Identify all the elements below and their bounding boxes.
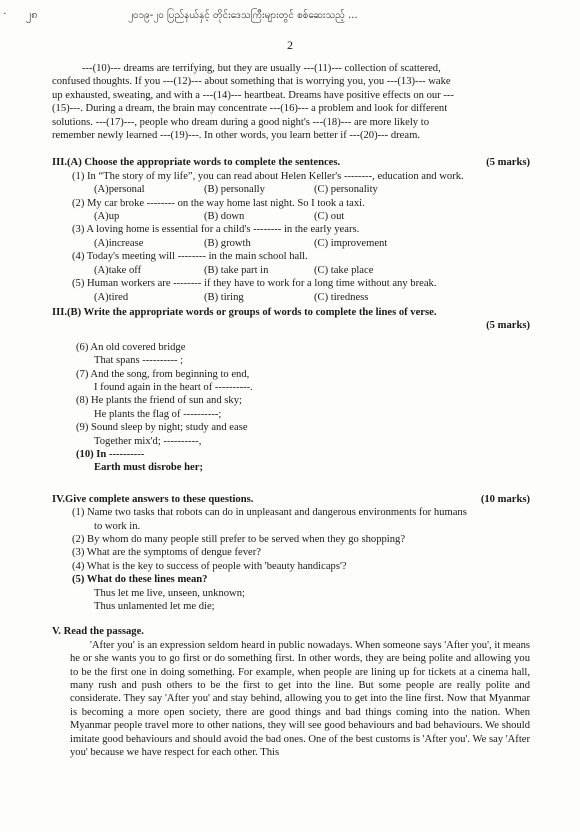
passage-line: ---(10)--- dreams are terrifying, but they are usually ---(11)--- collection of scattered, <box>82 63 441 74</box>
question-line: to work in. <box>94 520 141 532</box>
mcq-question: (4) Today's meeting will -------- in the main school hall. <box>72 251 308 263</box>
verse-line: (9) Sound sleep by night; study and ease <box>76 422 248 434</box>
option-a: (A)tired <box>94 291 129 303</box>
verse-line-blank: Together mix'd; ----------, <box>94 435 202 447</box>
option-b: (B) tiring <box>204 291 244 303</box>
option-c: (C) tiredness <box>314 291 369 303</box>
option-a: (A)personal <box>94 184 145 196</box>
verse-item <box>52 394 530 421</box>
verse-item <box>52 421 530 448</box>
section-marks: (10 marks) <box>480 493 530 505</box>
bullet-mark: · <box>3 8 7 20</box>
option-b: (B) growth <box>204 237 251 249</box>
passage-line: solutions. ---(17)---, people who dream during a good night's ---(18)--- are more likely to <box>52 116 429 128</box>
exam-body <box>52 62 530 760</box>
option-a: (A)take off <box>94 264 142 276</box>
mcq-question: (2) My car broke -------- on the way home last night. So I took a taxi. <box>72 197 365 209</box>
section-3b-marks: (5 marks) <box>486 320 530 332</box>
page-number: 2 <box>287 38 293 52</box>
section-3b-title: III.(B) Write the appropriate words or groups of words to complete the lines of verse. <box>52 306 437 318</box>
verse-line-blank: That spans ---------- ; <box>94 355 184 367</box>
mcq-question: (5) Human workers are -------- if they have to work for a long time without any break. <box>72 278 437 290</box>
mcq-item <box>52 197 530 224</box>
verse-line: (10) In ---------- <box>76 448 145 460</box>
mcq-question: (3) A loving home is essential for a child's -------- in the early years. <box>72 224 360 236</box>
question-line: (2) By whom do many people still prefer to be served when they go shopping? <box>72 534 406 545</box>
mcq-item <box>52 250 530 277</box>
option-b: (B) personally <box>204 184 265 196</box>
verse-line: Earth must disrobe her; <box>94 462 203 474</box>
verse-line: (8) He plants the friend of sun and sky; <box>76 395 242 407</box>
verse-item <box>52 368 530 395</box>
option-a: (A)increase <box>94 237 144 249</box>
page-number-myanmar: ၂၈ <box>26 8 38 21</box>
mcq-question: (1) In “The story of my life”, you can read about Helen Keller's --------, education and work. <box>72 170 464 182</box>
mcq-item <box>52 223 530 250</box>
question-line: (5) What do these lines mean? <box>72 574 208 586</box>
verse-line-blank: He plants the flag of ----------; <box>94 408 222 420</box>
question-line: (1) Name two tasks that robots can do in unpleasant and dangerous environments for humans <box>72 507 467 519</box>
passage-line: up exhausted, sweating, and with a ---(14)--- heartbeat. Dreams have positive effects on our --- <box>52 89 454 101</box>
option-c: (C) out <box>314 211 345 223</box>
mcq-item <box>52 170 530 197</box>
section-title: IV.Give complete answers to these questions. <box>52 493 254 505</box>
section-3a-heading <box>52 156 530 169</box>
option-c: (C) take place <box>314 264 374 276</box>
option-b: (B) take part in <box>204 264 269 276</box>
passage-line: (15)---. During a dream, the brain may concentrate ---(16)--- a problem and look for different <box>52 103 448 115</box>
verse-line-blank: I found again in the heart of ----------. <box>94 381 253 393</box>
option-c: (C) improvement <box>314 237 388 249</box>
verse-line: (6) An old covered bridge <box>76 341 186 353</box>
option-c: (C) personality <box>314 184 378 196</box>
quoted-verse: Thus let me live, unseen, unknown; <box>94 587 245 599</box>
mcq-item <box>52 277 530 304</box>
quoted-verse: Thus unlamented let me die; <box>94 601 215 613</box>
question-line: (3) What are the symptoms of dengue fever? <box>72 547 261 559</box>
verse-item <box>52 448 530 475</box>
option-a: (A)up <box>94 211 120 223</box>
section-5-title: V. Read the passage. <box>52 626 144 638</box>
verse-line: (7) And the song, from beginning to end, <box>76 368 250 380</box>
section-marks: (5 marks) <box>486 157 530 169</box>
option-b: (B) down <box>204 211 245 223</box>
page-header <box>0 8 580 24</box>
passage-line: remember newly learned ---(19)---. In other words, you learn better if ---(20)--- dream. <box>52 130 420 142</box>
section-title: III.(A) Choose the appropriate words to complete the sentences. <box>52 157 341 169</box>
question-line: (4) What is the key to success of people with 'beauty handicaps'? <box>72 560 347 572</box>
cloze-passage <box>52 62 530 142</box>
verse-item <box>52 341 530 368</box>
section-4-heading <box>52 493 530 506</box>
passage-line: confused thoughts. If you ---(12)--- about something that is worrying you, you ---(13)--- wake <box>52 76 451 88</box>
reading-passage: 'After you' is an expression seldom heard in public nowadays. When someone says 'After you', it means he or she wants you to go first or do something first. In other words, they are being polite and allowing you to be the first one in doing something. For example, when people are lining up for tickets at a cinema hall, many rush and push others to be the first to get into the line. But some people are really polite and considerate. They say 'After you' and stay behind, allowing you to get into the line first. Now that Myanmar is becoming a more open society, there are good things and bad things coming into the nation. When Myanmar people travel more to other nations, they will see good behaviours and bad behaviours. We should imitate good behaviours and should avoid the bad ones. One of the best customs is 'After you'. We say 'After you' because we have respect for each other. This <box>70 639 530 759</box>
running-head: ၂၀၁၉-၂၀ ပြည်နယ်နှင့် တိုင်းဒေသကြီးများတွင် စစ်ဆေးသည့် ... <box>128 10 358 21</box>
